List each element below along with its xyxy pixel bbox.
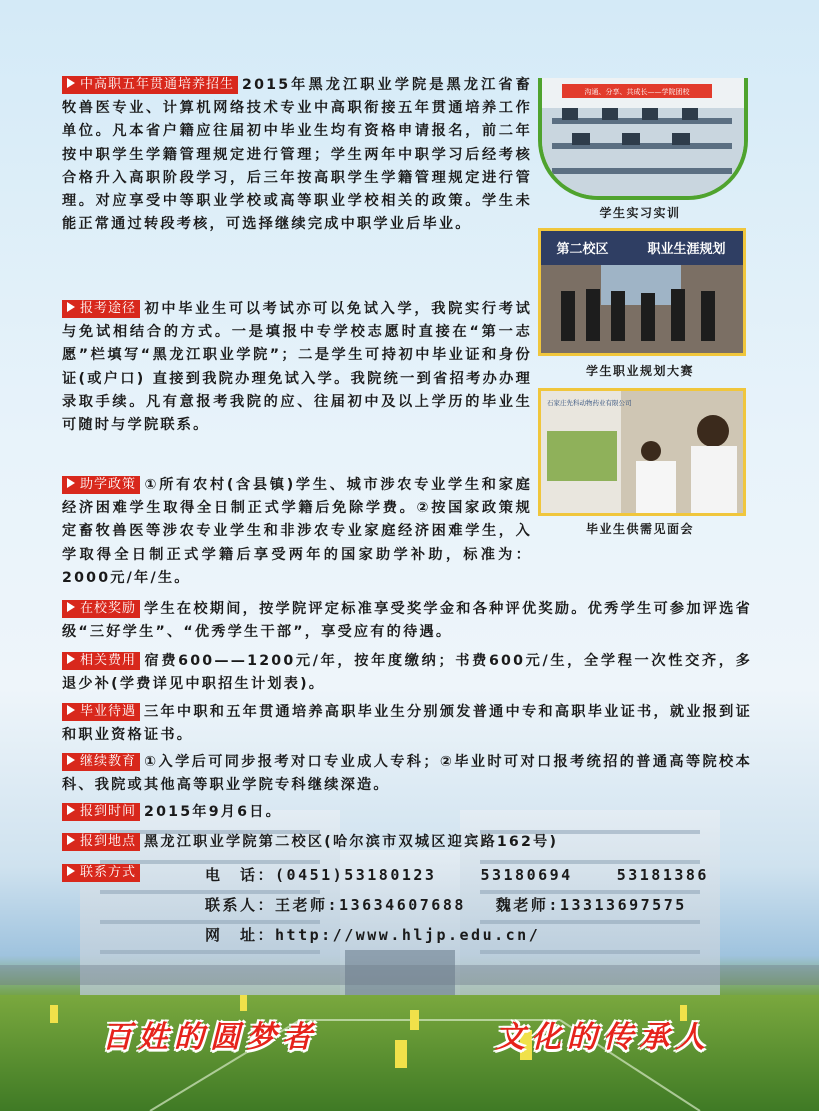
job-fair-company-text: 石家庄先科动物药业有限公司 bbox=[547, 399, 632, 407]
section-five-year-program: 中高职五年贯通培养招生 2015年黑龙江职业学院是黑龙江省畜牧兽医专业、计算机网络技术专业中高职衔接五年贯通培养工作单位。凡本省户籍应往届初中毕业生均有资格申请报名，前二年按中职学生学籍管理规定进行管理；学生两年中职学习后经考核合格升入高职阶段学习，后三年按高职学生学籍管理规定进行管理。对应享受中等职业学校或高等职业学校相关的政策。学生未能正常通过转段考核，可选择继续完成中职学业后毕业。 bbox=[62, 77, 532, 233]
play-triangle-icon bbox=[67, 602, 75, 612]
photo-job-fair bbox=[538, 388, 746, 516]
tag-report-time: 报到时间 bbox=[62, 803, 140, 821]
tag-financial-aid: 助学政策 bbox=[62, 476, 140, 494]
career-contest-picture bbox=[541, 231, 743, 353]
section-financial-aid: 助学政策 ①所有农村(含县镇)学生、城市涉农专业学生和家庭经济困难学生取得全日制正式学籍后免除学费。②按国家政策规定畜牧兽医等涉农专业学生和非涉农专业家庭经济困难学生，入学取得全日制正式学籍后享受两年的国家助学补助，标准为：2000元/年/生。 bbox=[62, 477, 532, 586]
play-triangle-icon bbox=[67, 302, 75, 312]
play-triangle-icon bbox=[67, 78, 75, 88]
photo-training-lab bbox=[538, 78, 748, 200]
play-triangle-icon bbox=[67, 755, 75, 765]
section-report-location: 报到地点 黑龙江职业学院第二校区(哈尔滨市双城区迎宾路162号) bbox=[62, 831, 752, 854]
contest-banner-text: 第二校区 职业生涯规划 bbox=[556, 242, 726, 257]
tag-graduation: 毕业待遇 bbox=[62, 703, 140, 721]
contact-phone-row: 电 话：(0451)53180123 53180694 53181386 bbox=[205, 866, 709, 884]
section-fees: 相关费用 宿费600——1200元/年，按年度缴纳；书费600元/生，全学程一次性交齐，多退少补(学费详见中职招生计划表)。 bbox=[62, 653, 752, 693]
tag-awards: 在校奖励 bbox=[62, 600, 140, 618]
play-triangle-icon bbox=[67, 866, 75, 876]
section-awards: 在校奖励 学生在校期间，按学院评定标准享受奖学金和各种评优奖励。优秀学生可参加评选省级“三好学生”、“优秀学生干部”，享受应有的待遇。 bbox=[62, 601, 752, 641]
contact-person-row: 联系人：王老师:13634607688 魏老师:13313697575 bbox=[205, 896, 687, 914]
job-fair-picture bbox=[541, 391, 743, 513]
slogan-right: 文化的传承人 bbox=[495, 1020, 711, 1055]
play-triangle-icon bbox=[67, 835, 75, 845]
contact-person-wei: 魏老师:13313697575 bbox=[495, 896, 687, 914]
tag-fees: 相关费用 bbox=[62, 652, 140, 670]
tag-application-route: 报考途径 bbox=[62, 300, 140, 318]
phone-number-3: 53181386 bbox=[616, 866, 709, 884]
section-application-route: 报考途径 初中毕业生可以考试亦可以免试入学，我院实行考试与免试相结合的方式。一是填报中专学校志愿时直接在“第一志愿”栏填写“黑龙江职业学院”；二是学生可持初中毕业证和身份证(或户口) 直接到我院办理免试入学。我院统一到省招考办办理录取手续。凡有意报考我院的应、往届初中及以上学历的毕业生可随时与学院联系。 bbox=[62, 301, 532, 434]
website-link[interactable]: http://www.hljp.edu.cn/ bbox=[275, 926, 541, 944]
phone-number-2: 53180694 bbox=[480, 866, 573, 884]
contact-web-row: 网 址：http://www.hljp.edu.cn/ bbox=[205, 926, 541, 944]
phone-number-1: (0451)53180123 bbox=[275, 866, 437, 884]
play-triangle-icon bbox=[67, 478, 75, 488]
section-graduation: 毕业待遇 三年中职和五年贯通培养高职毕业生分别颁发普通中专和高职毕业证书，就业报到证和职业资格证书。 bbox=[62, 704, 752, 744]
caption-training: 学生实习实训 bbox=[599, 206, 681, 220]
contact-person-wang: 王老师:13634607688 bbox=[275, 896, 466, 914]
play-triangle-icon bbox=[67, 705, 75, 715]
section-contact bbox=[62, 862, 202, 885]
section-report-time: 报到时间 2015年9月6日。 bbox=[62, 801, 752, 824]
lab-banner-text: 沟通、分享、共成长——学院团校 bbox=[584, 88, 690, 96]
play-triangle-icon bbox=[67, 654, 75, 664]
tag-contact: 联系方式 bbox=[62, 864, 140, 882]
slogan-left: 百姓的圆梦者 bbox=[102, 1020, 318, 1055]
tag-report-location: 报到地点 bbox=[62, 833, 140, 851]
caption-job-fair: 毕业生供需见面会 bbox=[585, 522, 694, 536]
photo-career-contest bbox=[538, 228, 746, 356]
tag-further-education: 继续教育 bbox=[62, 753, 140, 771]
tag-five-year-program: 中高职五年贯通培养招生 bbox=[62, 76, 238, 94]
computer-lab-picture bbox=[542, 78, 744, 196]
play-triangle-icon bbox=[67, 805, 75, 815]
caption-career-contest: 学生职业规划大赛 bbox=[585, 364, 694, 378]
section-further-education: 继续教育 ①入学后可同步报考对口专业成人专科；②毕业时可对口报考统招的普通高等院校本科、我院或其他高等职业学院专科继续深造。 bbox=[62, 754, 752, 794]
